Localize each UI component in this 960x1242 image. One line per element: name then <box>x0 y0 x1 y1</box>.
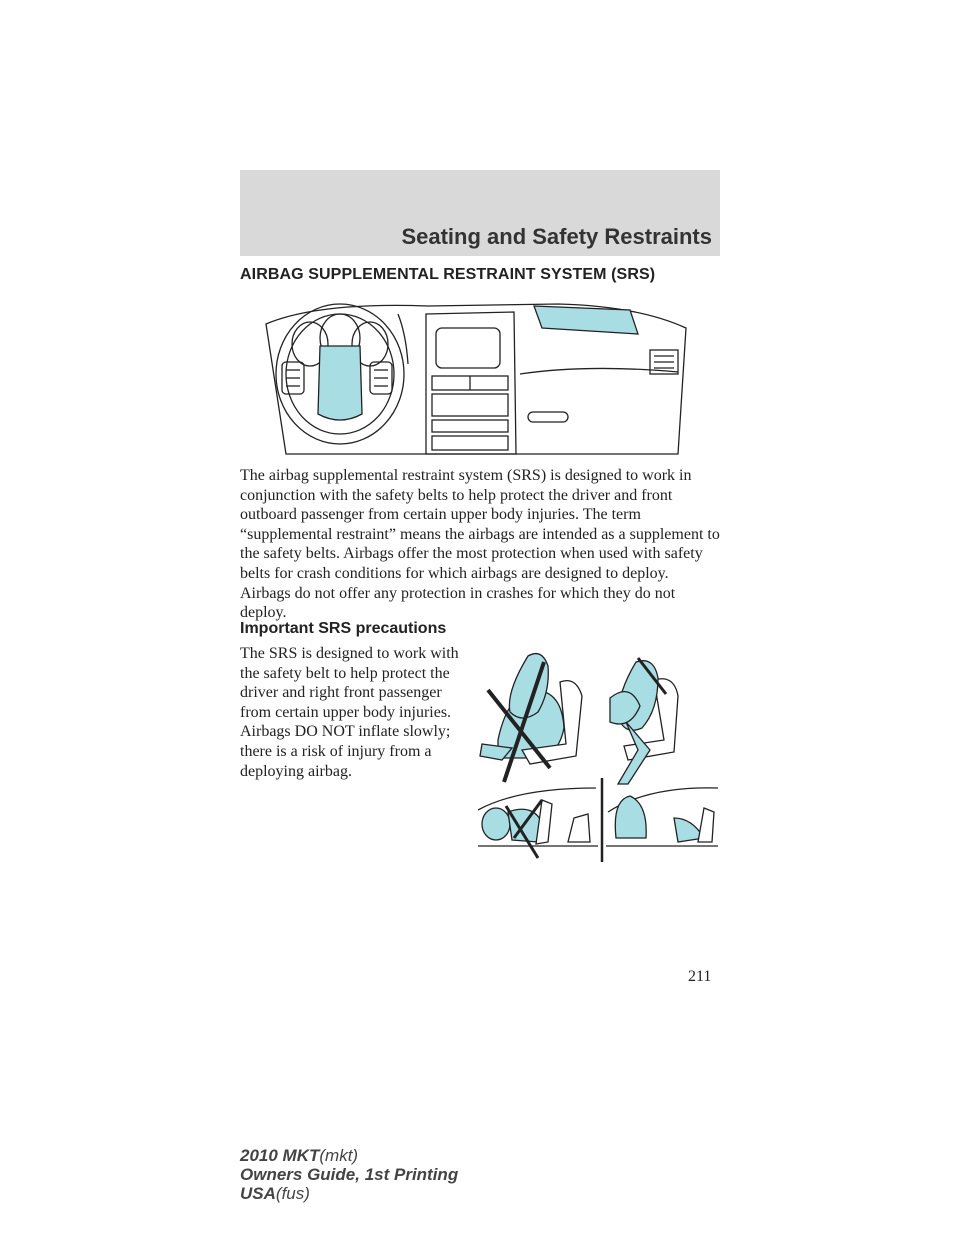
footer-market: USA <box>240 1184 276 1203</box>
precautions-heading: Important SRS precautions <box>240 620 447 637</box>
footer-market-code: (fus) <box>275 1184 310 1203</box>
print-footer <box>240 1146 458 1203</box>
airbag-precaution-illustration <box>478 632 722 862</box>
footer-line-1 <box>240 1146 458 1165</box>
footer-model: 2010 MKT <box>240 1146 320 1165</box>
footer-model-code: (mkt) <box>319 1146 359 1165</box>
dashboard-airbag-illustration <box>258 294 690 456</box>
footer-line-2: Owners Guide, 1st Printing <box>240 1165 459 1184</box>
footer-line-3 <box>240 1184 458 1203</box>
section-title: Seating and Safety Restraints <box>401 224 712 249</box>
srs-description: The airbag supplemental restraint system (SRS) is designed to work in conjunction with the safety belts to help protect the driver and front outboard passenger from certain upper body injuries. The term “supplemental restraint” means the airbags are intended as a supplement to the safety belts. Airbags offer the most protection when used with safety belts for crash conditions for which airbags are designed to deploy. Airbags do not offer any protection in crashes for which they do not deploy. <box>240 467 720 622</box>
precautions-text: The SRS is designed to work with the safety belt to help protect the driver and right front passenger from certain upper body injuries. Airbags DO NOT inflate slowly; there is a risk of injury from a deploying airbag. <box>240 645 459 780</box>
page-number: 211 <box>688 968 712 985</box>
section-heading: AIRBAG SUPPLEMENTAL RESTRAINT SYSTEM (SRS) <box>240 266 656 283</box>
header-band <box>240 170 720 256</box>
